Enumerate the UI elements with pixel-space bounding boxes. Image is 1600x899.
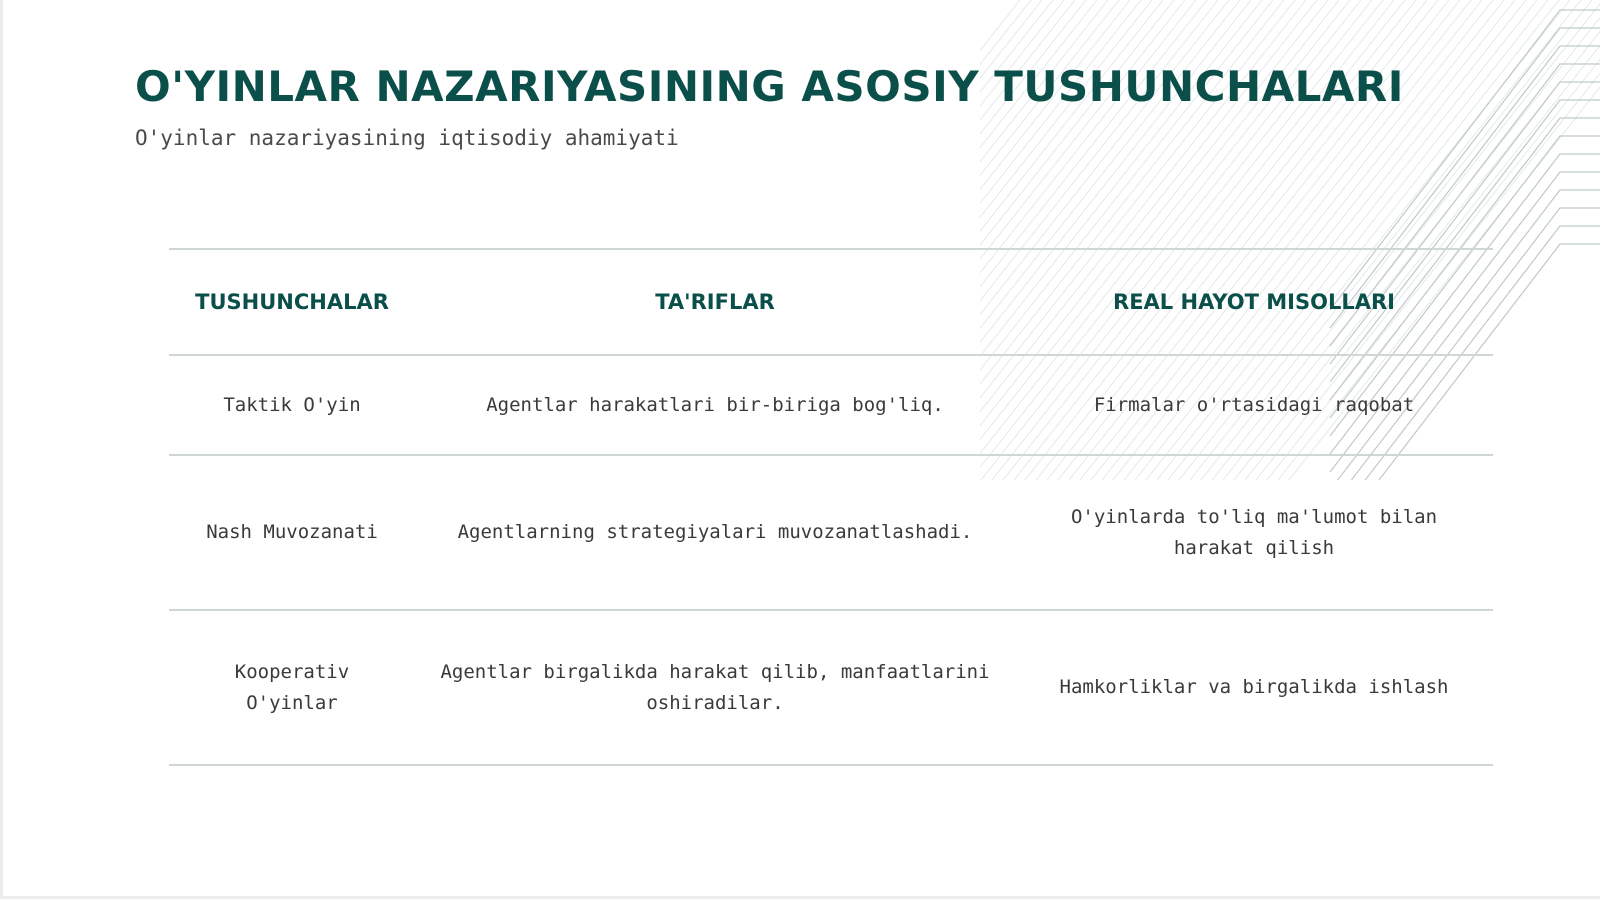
header-definitions: TA'RIFLAR [415, 249, 1015, 355]
cell-concept: Kooperativ O'yinlar [169, 610, 415, 765]
table-header-row [169, 249, 1493, 355]
cell-concept: Taktik O'yin [169, 355, 415, 455]
header-examples: REAL HAYOT MISOLLARI [1015, 249, 1493, 355]
cell-definition: Agentlar harakatlari bir-biriga bog'liq. [415, 355, 1015, 455]
header-concepts: TUSHUNCHALAR [169, 249, 415, 355]
left-border [0, 0, 3, 899]
page-title: O'YINLAR NAZARIYASINING ASOSIY TUSHUNCHALARI [135, 62, 1404, 111]
table-row [169, 610, 1493, 765]
cell-definition: Agentlar birgalikda harakat qilib, manfaatlarini oshiradilar. [415, 610, 1015, 765]
cell-definition: Agentlarning strategiyalari muvozanatlashadi. [415, 455, 1015, 610]
table-row [169, 355, 1493, 455]
concepts-table [169, 248, 1493, 766]
cell-concept: Nash Muvozanati [169, 455, 415, 610]
page-subtitle: O'yinlar nazariyasining iqtisodiy ahamiyati [135, 126, 679, 150]
table-row [169, 455, 1493, 610]
cell-example: O'yinlarda to'liq ma'lumot bilan harakat qilish [1015, 455, 1493, 610]
cell-example: Firmalar o'rtasidagi raqobat [1015, 355, 1493, 455]
concepts-table-container [169, 248, 1493, 766]
cell-example: Hamkorliklar va birgalikda ishlash [1015, 610, 1493, 765]
